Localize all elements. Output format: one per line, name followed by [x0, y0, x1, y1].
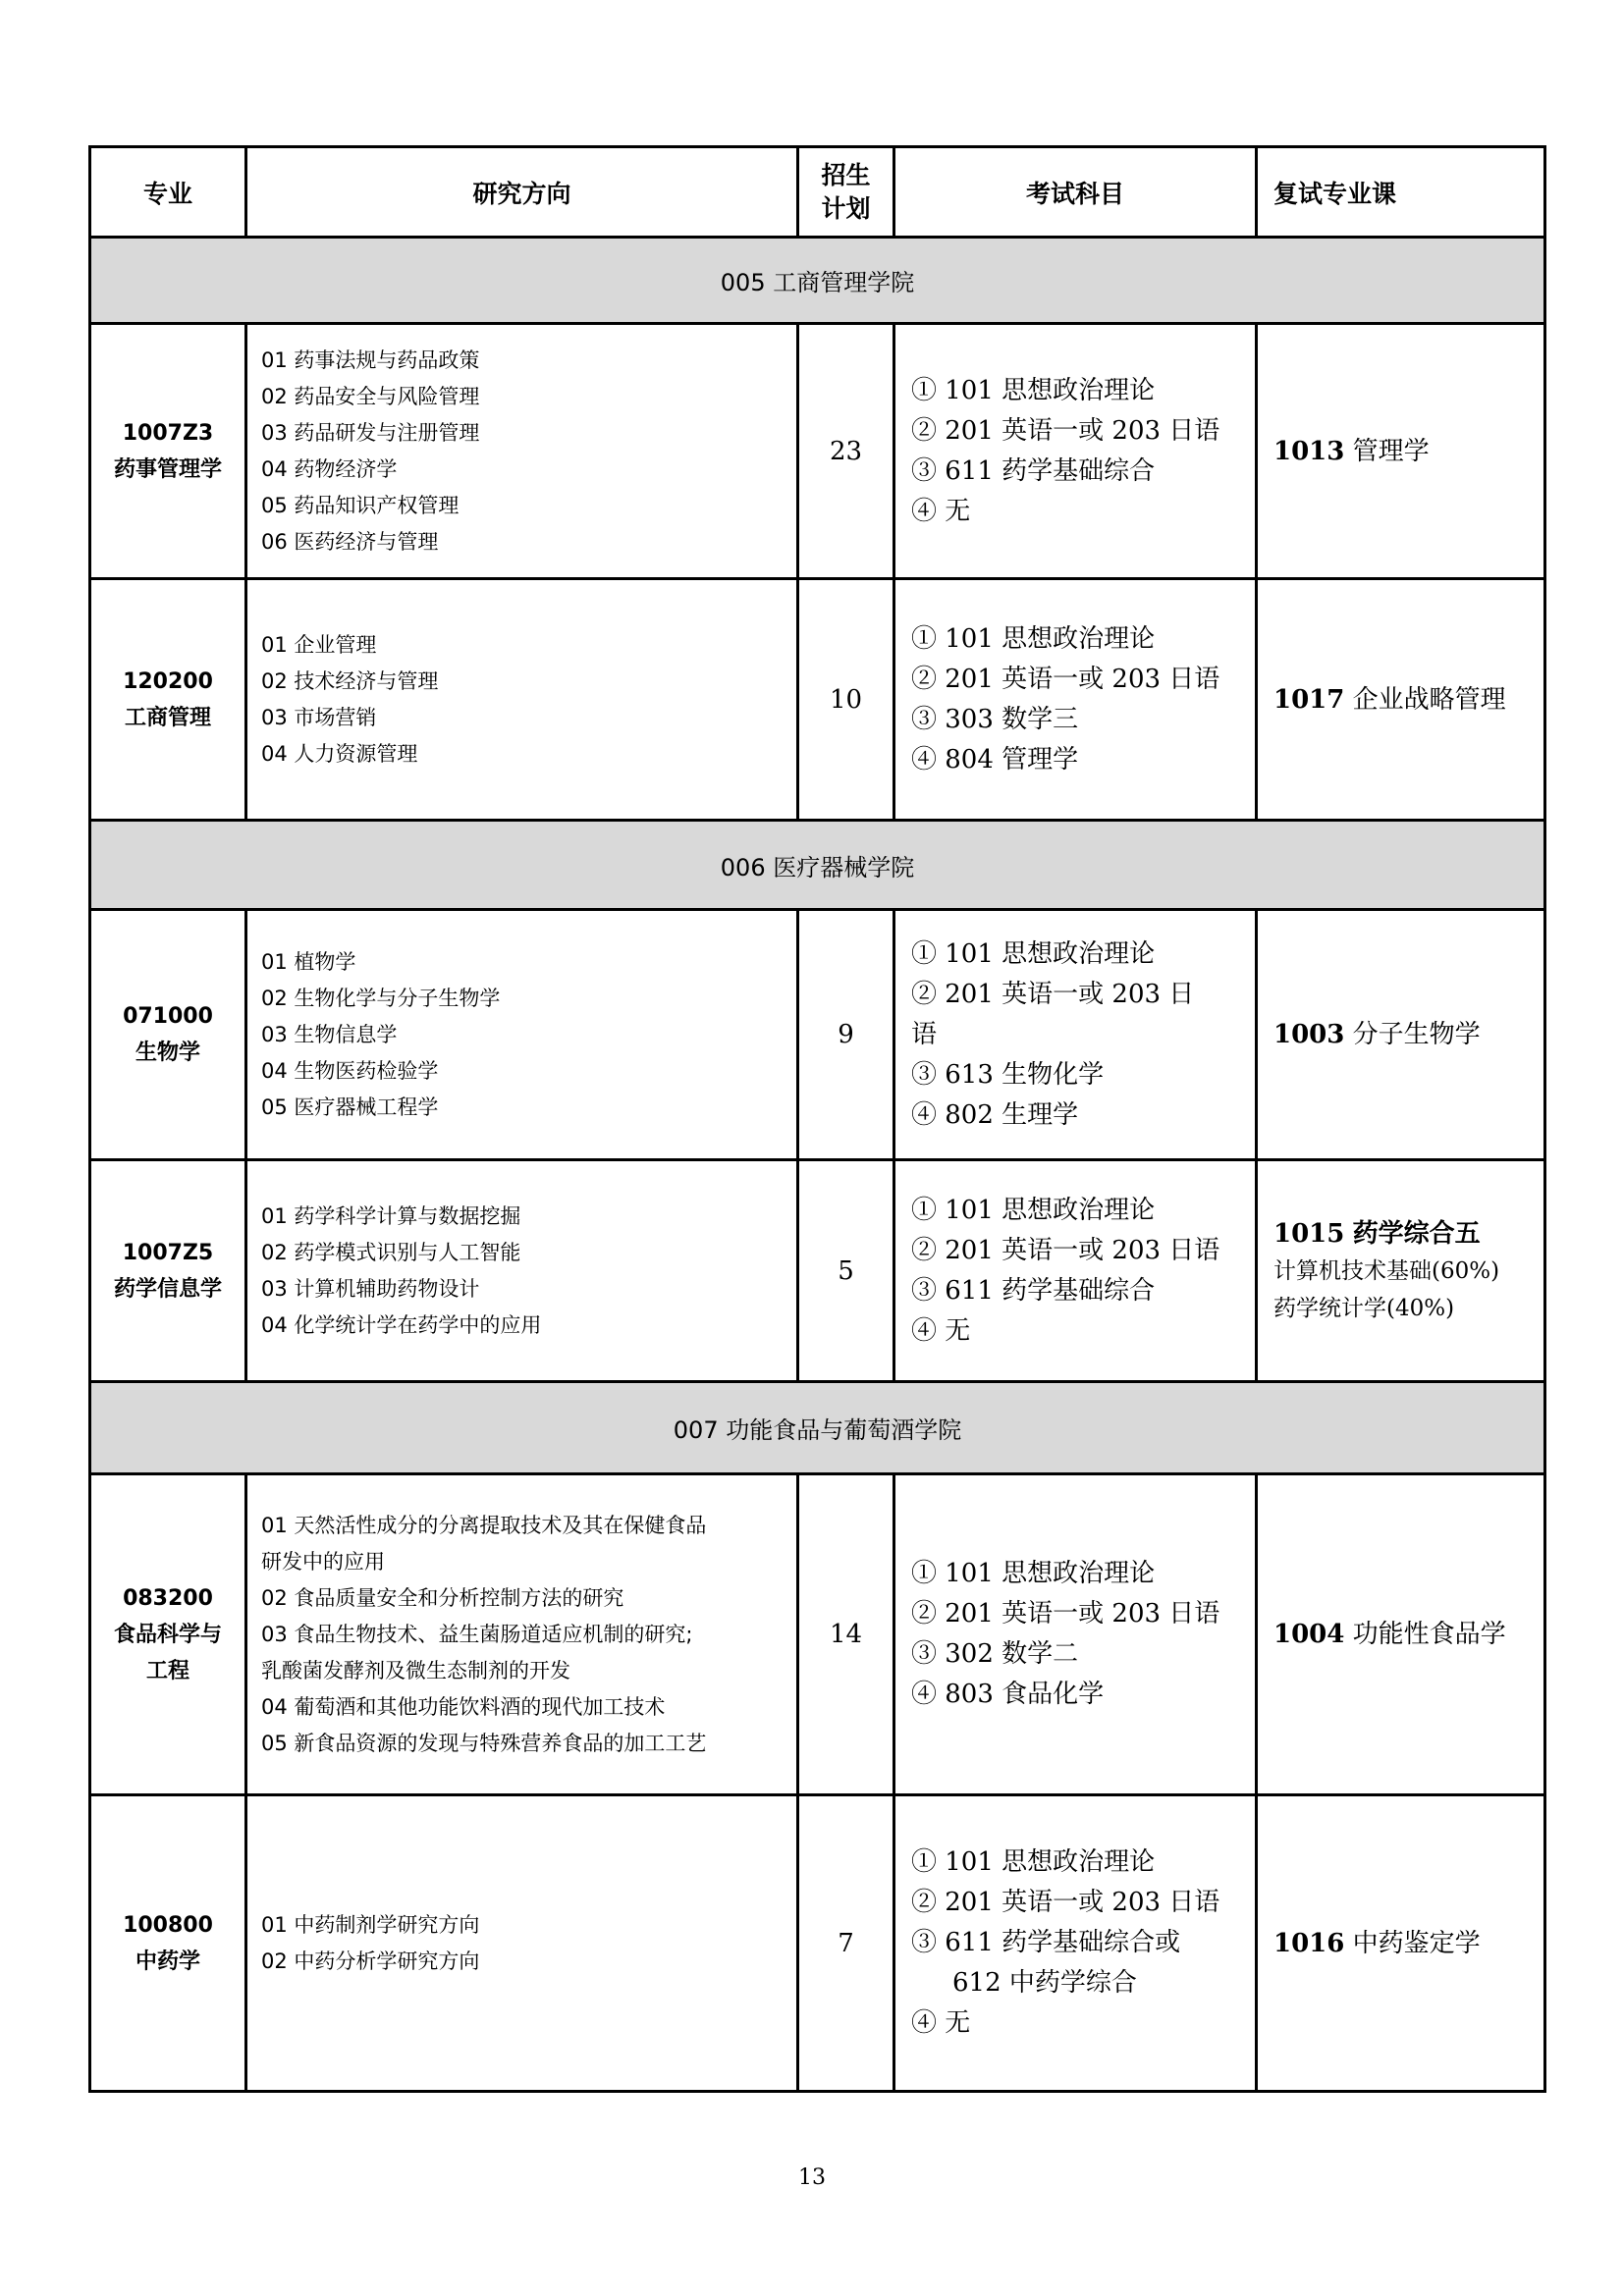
retest-cell: [1257, 579, 1545, 821]
direction-item: 01 企业管理: [261, 632, 377, 657]
major-cell: [90, 1795, 246, 2092]
exam-item: 语: [911, 1019, 938, 1049]
direction-item: 02 药学模式识别与人工智能: [261, 1240, 521, 1264]
major-cell: [90, 324, 246, 579]
retest-course: [1273, 1016, 1543, 1053]
major-row: [90, 1795, 1545, 2092]
exam-item: ④ 无: [911, 2008, 971, 2038]
directions-cell: [246, 324, 798, 579]
major-cell: [90, 1474, 246, 1795]
header-row: [90, 147, 1545, 238]
major-code: 100800: [123, 1912, 213, 1938]
exam-item: ① 101 思想政治理论: [911, 1559, 1156, 1588]
exams-cell: [894, 1795, 1257, 2092]
direction-item: 05 新食品资源的发现与特殊营养食品的加工工艺: [261, 1731, 707, 1755]
header-major: 专业: [90, 147, 246, 238]
exam-item: ④ 无: [911, 496, 971, 526]
direction-item: 03 药品研发与注册管理: [261, 420, 480, 445]
direction-item: 04 生物医药检验学: [261, 1058, 439, 1083]
major-row: [90, 1474, 1545, 1795]
major-cell: [90, 579, 246, 821]
exams-cell: [894, 1160, 1257, 1382]
exam-item: ② 201 英语一或 203 日语: [911, 1888, 1220, 1917]
retest-course: [1273, 1215, 1543, 1253]
retest-code: 1017: [1273, 684, 1345, 715]
major-name: 食品科学与: [113, 1622, 222, 1647]
major-name: 工程: [145, 1658, 189, 1683]
exam-item: ④ 无: [911, 1315, 971, 1346]
header-plan-line1: 招生: [821, 160, 871, 189]
college-row: [90, 821, 1545, 910]
major-code: 1007Z5: [122, 1240, 214, 1265]
plan-count: 7: [798, 1795, 894, 2092]
retest-name: 功能性食品学: [1352, 1620, 1506, 1649]
exams-cell: [894, 579, 1257, 821]
direction-item: 05 药品知识产权管理: [261, 493, 460, 517]
direction-item: 01 药学科学计算与数据挖掘: [261, 1203, 521, 1228]
header-exams: 考试科目: [894, 147, 1257, 238]
exam-item: ③ 611 药学基础综合或: [911, 1928, 1181, 1957]
college-title: 006 医疗器械学院: [90, 821, 1545, 910]
exams-cell: [894, 910, 1257, 1160]
college-title: 005 工商管理学院: [90, 238, 1545, 324]
retest-course: [1273, 1616, 1543, 1653]
retest-code: 1013: [1273, 436, 1345, 466]
exam-item: ② 201 英语一或 203 日语: [911, 1235, 1220, 1265]
exams-cell: [894, 324, 1257, 579]
page-number: 13: [798, 2165, 826, 2190]
exams-cell: [894, 1474, 1257, 1795]
retest-sub-item: 计算机技术基础(60%): [1273, 1257, 1500, 1284]
major-name: 工商管理: [124, 705, 211, 730]
exam-item: ① 101 思想政治理论: [911, 1195, 1156, 1225]
direction-item: 01 药事法规与药品政策: [261, 347, 480, 372]
exam-item: ① 101 思想政治理论: [911, 623, 1156, 654]
direction-item: 04 葡萄酒和其他功能饮料酒的现代加工技术: [261, 1694, 666, 1719]
plan-count: 9: [798, 910, 894, 1160]
major-name: 中药学: [135, 1949, 200, 1974]
direction-item: 02 药品安全与风险管理: [261, 384, 480, 408]
direction-item: 01 植物学: [261, 949, 356, 974]
directions-cell: [246, 1160, 798, 1382]
directions-cell: [246, 1795, 798, 2092]
exam-item: ② 201 英语一或 203 日语: [911, 664, 1220, 694]
direction-item: 02 食品质量安全和分析控制方法的研究: [261, 1585, 624, 1610]
direction-item: 06 医药经济与管理: [261, 529, 439, 554]
college-title: 007 功能食品与葡萄酒学院: [90, 1382, 1545, 1474]
college-row: [90, 238, 1545, 324]
exam-item: ④ 804 管理学: [911, 744, 1079, 774]
major-code: 1007Z3: [122, 420, 214, 446]
exam-item: ③ 611 药学基础综合: [911, 455, 1156, 486]
retest-name: 药学综合五: [1352, 1218, 1481, 1249]
direction-item: 02 中药分析学研究方向: [261, 1949, 480, 1973]
header-retest: 复试专业课: [1257, 147, 1545, 238]
major-name: 生物学: [135, 1041, 200, 1065]
major-row: [90, 324, 1545, 579]
direction-item: 05 医疗器械工程学: [261, 1095, 439, 1119]
college-row: [90, 1382, 1545, 1474]
retest-cell: [1257, 324, 1545, 579]
plan-count: 5: [798, 1160, 894, 1382]
retest-code: 1016: [1273, 1928, 1345, 1958]
header-plan-line2: 计划: [821, 193, 871, 223]
exam-item: ① 101 思想政治理论: [911, 375, 1156, 405]
direction-item: 03 食品生物技术、益生菌肠道适应机制的研究;: [261, 1622, 693, 1646]
retest-code: 1004: [1273, 1620, 1345, 1649]
exam-item: ③ 303 数学三: [911, 704, 1079, 734]
exam-item: ② 201 英语一或 203 日语: [911, 1599, 1220, 1629]
major-row: [90, 910, 1545, 1160]
plan-count: 23: [798, 324, 894, 579]
major-cell: [90, 1160, 246, 1382]
retest-name: 管理学: [1352, 436, 1430, 466]
exam-item: 612 中药学综合: [952, 1968, 1137, 1998]
major-row: [90, 1160, 1545, 1382]
plan-count: 14: [798, 1474, 894, 1795]
exam-item: ① 101 思想政治理论: [911, 938, 1156, 969]
directions-cell: [246, 1474, 798, 1795]
direction-item: 04 化学统计学在药学中的应用: [261, 1312, 542, 1337]
exam-item: ③ 302 数学二: [911, 1639, 1079, 1669]
direction-item: 03 市场营销: [261, 705, 377, 729]
directions-cell: [246, 579, 798, 821]
direction-item: 01 天然活性成分的分离提取技术及其在保健食品: [261, 1513, 707, 1537]
retest-code: 1003: [1273, 1020, 1345, 1049]
retest-name: 企业战略管理: [1352, 684, 1506, 715]
major-code: 083200: [123, 1585, 213, 1611]
retest-cell: [1257, 1795, 1545, 2092]
retest-cell: [1257, 1474, 1545, 1795]
retest-course: [1273, 1925, 1543, 1962]
exam-item: ② 201 英语一或 203 日语: [911, 415, 1220, 446]
direction-item: 02 技术经济与管理: [261, 668, 439, 693]
retest-name: 分子生物学: [1352, 1020, 1481, 1049]
exam-item: ③ 613 生物化学: [911, 1059, 1105, 1090]
direction-item: 研发中的应用: [261, 1549, 385, 1574]
retest-course: [1273, 681, 1543, 719]
retest-code: 1015: [1273, 1218, 1345, 1249]
exam-item: ④ 803 食品化学: [911, 1680, 1105, 1709]
admissions-table: [88, 145, 1546, 2093]
retest-cell: [1257, 1160, 1545, 1382]
retest-cell: [1257, 910, 1545, 1160]
major-row: [90, 579, 1545, 821]
retest-name: 中药鉴定学: [1352, 1928, 1481, 1958]
header-direction: 研究方向: [246, 147, 798, 238]
retest-sub-item: 药学统计学(40%): [1273, 1295, 1455, 1321]
exam-item: ④ 802 生理学: [911, 1099, 1079, 1130]
exam-item: ② 201 英语一或 203 日: [911, 979, 1195, 1009]
major-cell: [90, 910, 246, 1160]
direction-item: 03 生物信息学: [261, 1022, 398, 1046]
major-name: 药学信息学: [113, 1276, 222, 1302]
direction-item: 01 中药制剂学研究方向: [261, 1912, 480, 1937]
major-code: 120200: [123, 668, 213, 694]
direction-item: 03 计算机辅助药物设计: [261, 1276, 480, 1301]
major-name: 药事管理学: [113, 456, 222, 482]
plan-count: 10: [798, 579, 894, 821]
direction-item: 04 药物经济学: [261, 456, 398, 481]
direction-item: 乳酸菌发酵剂及微生态制剂的开发: [261, 1658, 570, 1682]
exam-item: ① 101 思想政治理论: [911, 1847, 1156, 1877]
direction-item: 04 人力资源管理: [261, 741, 418, 766]
direction-item: 02 生物化学与分子生物学: [261, 986, 501, 1010]
exam-item: ③ 611 药学基础综合: [911, 1275, 1156, 1306]
major-code: 071000: [123, 1004, 213, 1029]
directions-cell: [246, 910, 798, 1160]
header-plan: [798, 147, 894, 238]
retest-course: [1273, 433, 1543, 470]
